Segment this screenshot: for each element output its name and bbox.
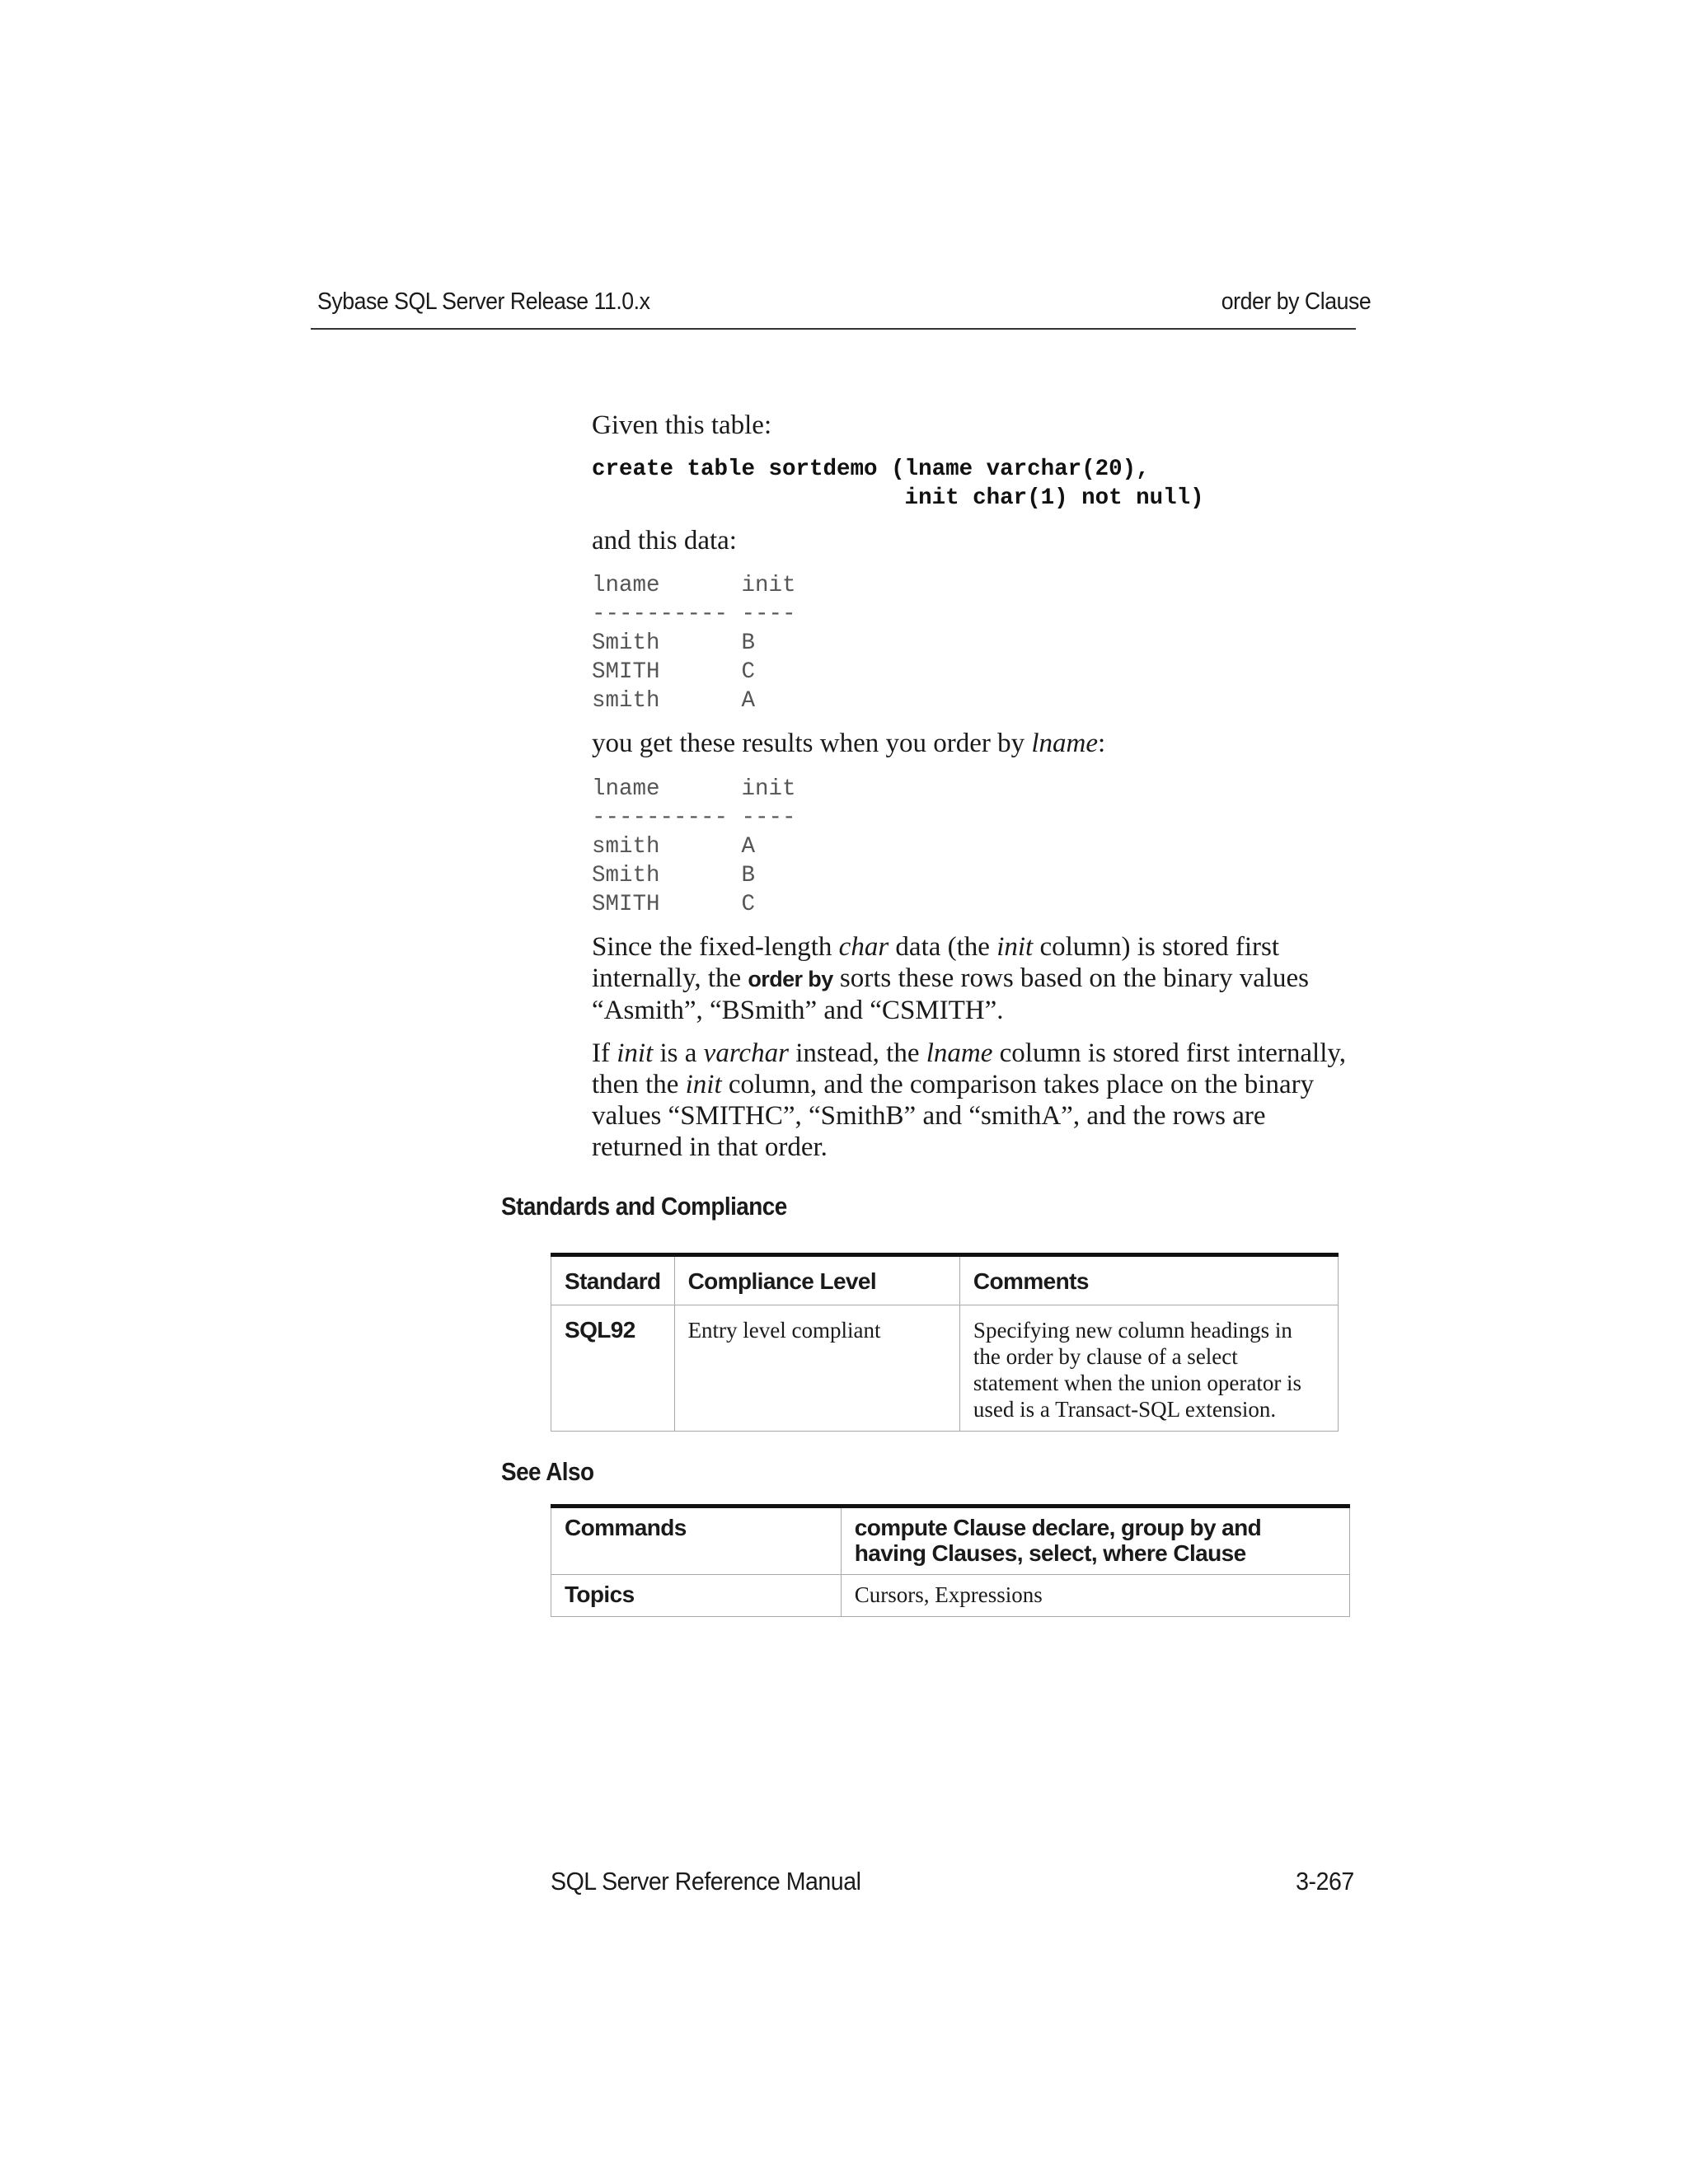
results-listing xyxy=(592,775,796,919)
see-also-table xyxy=(551,1504,1350,1617)
running-header-section: order by Clause xyxy=(1221,288,1371,315)
cell-compliance-level: Entry level compliant xyxy=(674,1305,959,1432)
table-row xyxy=(551,1507,1350,1575)
listing-row: smith A xyxy=(592,834,756,860)
table-row xyxy=(551,1575,1350,1617)
listing-row: Smith B xyxy=(592,630,756,656)
cell-standard: SQL92 xyxy=(551,1305,675,1432)
listing-header: lname init xyxy=(592,573,796,598)
listing-row: SMITH C xyxy=(592,659,756,685)
intro-text: Given this table: xyxy=(592,410,772,440)
data-listing xyxy=(592,571,796,715)
see-also-label-commands: Commands xyxy=(551,1507,842,1575)
table-row xyxy=(551,1305,1339,1432)
table-header-row xyxy=(551,1255,1339,1305)
see-also-topics-links[interactable]: Cursors, Expressions xyxy=(841,1575,1349,1617)
running-header-title: Sybase SQL Server Release 11.0.x xyxy=(317,288,650,315)
explanation-paragraph-2: If init is a varchar instead, the lname column is stored first internally, then the init column, and the comparison takes place on the binary values “SMITHC”, “SmithB” and “smithA”, and the rows are returned in that order. xyxy=(592,1038,1347,1162)
listing-rule: ---------- ---- xyxy=(592,602,796,627)
listing-row: Smith B xyxy=(592,863,756,888)
listing-header: lname init xyxy=(592,776,796,802)
listing-rule: ---------- ---- xyxy=(592,805,796,831)
listing-row: smith A xyxy=(592,688,756,714)
column-header-compliance-level: Compliance Level xyxy=(674,1255,959,1305)
standards-table xyxy=(551,1253,1339,1432)
running-footer-title: SQL Server Reference Manual xyxy=(551,1867,861,1896)
see-also-label-topics: Topics xyxy=(551,1575,842,1617)
create-table-code xyxy=(592,455,1204,513)
cell-comments: Specifying new column headings in the order by clause of a select statement when the union operator is used is a Transact-SQL extension. xyxy=(959,1305,1338,1432)
page-number: 3-267 xyxy=(1296,1867,1354,1896)
results-intro-text: you get these results when you order by lname: xyxy=(592,729,1106,758)
explanation-paragraph-1: Since the fixed-length char data (the init column) is stored first internally, the order by sorts these rows based on the binary values “Asmith”, “BSmith” and “CSMITH”. xyxy=(592,932,1309,1025)
see-also-heading: See Also xyxy=(501,1457,594,1486)
listing-row: SMITH C xyxy=(592,892,756,917)
column-header-comments: Comments xyxy=(959,1255,1338,1305)
data-intro-text: and this data: xyxy=(592,526,737,555)
standards-heading: Standards and Compliance xyxy=(501,1192,787,1221)
column-header-standard: Standard xyxy=(551,1255,675,1305)
term-lname: lname xyxy=(1031,729,1099,758)
see-also-commands-links[interactable]: compute Clause declare, group by and having Clauses, select, where Clause xyxy=(841,1507,1349,1575)
code-line-2: init char(1) not null) xyxy=(592,485,1204,511)
header-rule xyxy=(311,328,1356,330)
code-line-1: create table sortdemo (lname varchar(20), xyxy=(592,457,1150,482)
